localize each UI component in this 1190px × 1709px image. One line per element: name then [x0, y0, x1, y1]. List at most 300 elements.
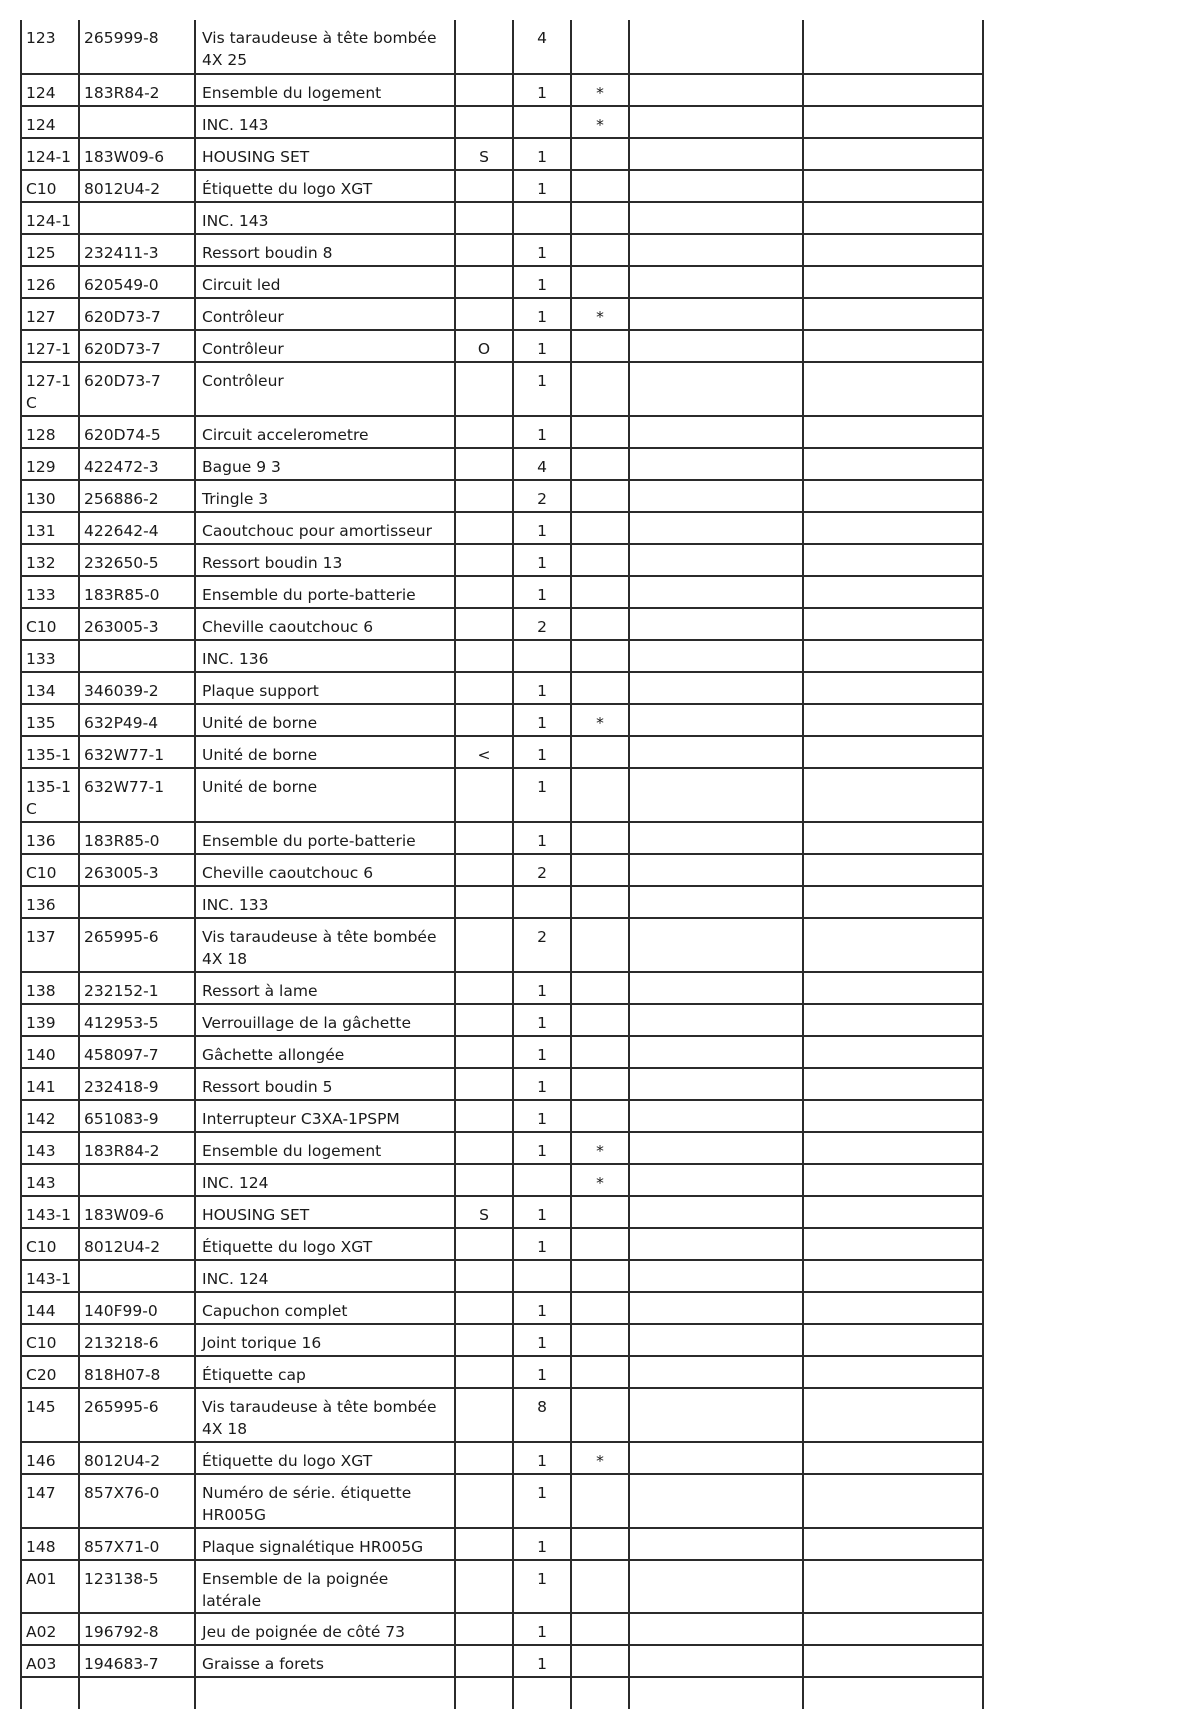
- quantity-cell: 1: [513, 1474, 571, 1528]
- table-row: [21, 1388, 983, 1442]
- notes-cell: [803, 1442, 983, 1474]
- change-mark-cell: [571, 1196, 629, 1228]
- part-number-cell: 232650-5: [79, 544, 195, 576]
- supersession-cell: [455, 1356, 513, 1388]
- remarks-cell: [629, 416, 803, 448]
- change-mark-cell: [571, 736, 629, 768]
- table-row: [21, 854, 983, 886]
- change-mark-cell: [571, 202, 629, 234]
- table-row: [21, 448, 983, 480]
- table-row: [21, 1164, 983, 1196]
- part-number-cell: 183R85-0: [79, 576, 195, 608]
- description-cell: Caoutchouc pour amortisseur: [195, 512, 455, 544]
- table-row: [21, 608, 983, 640]
- supersession-cell: [455, 886, 513, 918]
- table-row: [21, 640, 983, 672]
- description-cell: Circuit led: [195, 266, 455, 298]
- item-number-cell: 136: [21, 886, 79, 918]
- change-mark-cell: *: [571, 298, 629, 330]
- item-number-cell: 125: [21, 234, 79, 266]
- description-cell: Ensemble du porte-batterie: [195, 822, 455, 854]
- item-number-cell: 143: [21, 1132, 79, 1164]
- remarks-cell: [629, 298, 803, 330]
- remarks-cell: [629, 854, 803, 886]
- item-number-cell: C10: [21, 1324, 79, 1356]
- change-mark-cell: [571, 1228, 629, 1260]
- description-cell: Ensemble du porte-batterie: [195, 576, 455, 608]
- notes-cell: [803, 298, 983, 330]
- supersession-cell: [455, 416, 513, 448]
- supersession-cell: [455, 298, 513, 330]
- change-mark-cell: [571, 1068, 629, 1100]
- remarks-cell: [629, 106, 803, 138]
- item-number-cell: 141: [21, 1068, 79, 1100]
- supersession-cell: [455, 854, 513, 886]
- remarks-cell: [629, 1474, 803, 1528]
- quantity-cell: 1: [513, 266, 571, 298]
- quantity-cell: 1: [513, 1068, 571, 1100]
- description-cell: INC. 136: [195, 640, 455, 672]
- remarks-cell: [629, 1528, 803, 1560]
- table-row: [21, 138, 983, 170]
- description-cell: INC. 143: [195, 202, 455, 234]
- supersession-cell: [455, 1228, 513, 1260]
- part-number-cell: 620D73-7: [79, 362, 195, 416]
- change-mark-cell: [571, 512, 629, 544]
- change-mark-cell: [571, 234, 629, 266]
- notes-cell: [803, 768, 983, 822]
- part-number-cell: 183R85-0: [79, 822, 195, 854]
- empty-cell: [21, 1677, 79, 1709]
- supersession-cell: [455, 266, 513, 298]
- description-cell: Tringle 3: [195, 480, 455, 512]
- supersession-cell: S: [455, 1196, 513, 1228]
- notes-cell: [803, 1036, 983, 1068]
- item-number-cell: 133: [21, 640, 79, 672]
- item-number-cell: 138: [21, 972, 79, 1004]
- quantity-cell: 4: [513, 448, 571, 480]
- supersession-cell: [455, 1528, 513, 1560]
- item-number-cell: 140: [21, 1036, 79, 1068]
- change-mark-cell: *: [571, 106, 629, 138]
- supersession-cell: [455, 544, 513, 576]
- item-number-cell: 131: [21, 512, 79, 544]
- supersession-cell: [455, 202, 513, 234]
- notes-cell: [803, 266, 983, 298]
- parts-table-body: [21, 20, 983, 1709]
- quantity-cell: 1: [513, 1132, 571, 1164]
- quantity-cell: 1: [513, 1613, 571, 1645]
- table-row: [21, 480, 983, 512]
- notes-cell: [803, 640, 983, 672]
- supersession-cell: [455, 480, 513, 512]
- change-mark-cell: [571, 170, 629, 202]
- quantity-cell: 1: [513, 1196, 571, 1228]
- table-row: [21, 234, 983, 266]
- notes-cell: [803, 1196, 983, 1228]
- table-row: [21, 886, 983, 918]
- item-number-cell: 143-1: [21, 1260, 79, 1292]
- change-mark-cell: [571, 138, 629, 170]
- part-number-cell: 620D74-5: [79, 416, 195, 448]
- remarks-cell: [629, 170, 803, 202]
- item-number-cell: 124: [21, 106, 79, 138]
- change-mark-cell: [571, 768, 629, 822]
- notes-cell: [803, 854, 983, 886]
- supersession-cell: [455, 234, 513, 266]
- remarks-cell: [629, 1196, 803, 1228]
- notes-cell: [803, 330, 983, 362]
- quantity-cell: 1: [513, 416, 571, 448]
- part-number-cell: 8012U4-2: [79, 1442, 195, 1474]
- remarks-cell: [629, 1036, 803, 1068]
- quantity-cell: 1: [513, 1560, 571, 1613]
- notes-cell: [803, 1528, 983, 1560]
- change-mark-cell: *: [571, 1132, 629, 1164]
- table-row: [21, 1356, 983, 1388]
- description-cell: Graisse a forets: [195, 1645, 455, 1677]
- quantity-cell: [513, 640, 571, 672]
- quantity-cell: 1: [513, 1004, 571, 1036]
- description-cell: Plaque signalétique HR005G: [195, 1528, 455, 1560]
- supersession-cell: [455, 1560, 513, 1613]
- notes-cell: [803, 1388, 983, 1442]
- quantity-cell: 1: [513, 576, 571, 608]
- table-row: [21, 1474, 983, 1528]
- table-row: [21, 1036, 983, 1068]
- remarks-cell: [629, 1356, 803, 1388]
- notes-cell: [803, 1324, 983, 1356]
- quantity-cell: [513, 1164, 571, 1196]
- description-cell: Bague 9 3: [195, 448, 455, 480]
- change-mark-cell: *: [571, 1442, 629, 1474]
- table-row: [21, 1292, 983, 1324]
- remarks-cell: [629, 822, 803, 854]
- table-row: [21, 1100, 983, 1132]
- quantity-cell: 1: [513, 234, 571, 266]
- change-mark-cell: [571, 1260, 629, 1292]
- table-row: [21, 972, 983, 1004]
- description-cell: Joint torique 16: [195, 1324, 455, 1356]
- description-cell: Unité de borne: [195, 736, 455, 768]
- table-row: [21, 704, 983, 736]
- supersession-cell: [455, 822, 513, 854]
- supersession-cell: [455, 1004, 513, 1036]
- part-number-cell: 620549-0: [79, 266, 195, 298]
- table-row: [21, 416, 983, 448]
- item-number-cell: 135-1 C: [21, 768, 79, 822]
- quantity-cell: 2: [513, 480, 571, 512]
- supersession-cell: [455, 1292, 513, 1324]
- table-row: [21, 1645, 983, 1677]
- supersession-cell: [455, 1164, 513, 1196]
- notes-cell: [803, 1100, 983, 1132]
- part-number-cell: 232411-3: [79, 234, 195, 266]
- part-number-cell: [79, 106, 195, 138]
- description-cell: Ressort à lame: [195, 972, 455, 1004]
- supersession-cell: [455, 608, 513, 640]
- description-cell: Cheville caoutchouc 6: [195, 854, 455, 886]
- item-number-cell: 147: [21, 1474, 79, 1528]
- quantity-cell: 1: [513, 544, 571, 576]
- description-cell: Vis taraudeuse à tête bombée 4X 18: [195, 918, 455, 972]
- remarks-cell: [629, 138, 803, 170]
- change-mark-cell: [571, 886, 629, 918]
- part-number-cell: 263005-3: [79, 608, 195, 640]
- notes-cell: [803, 822, 983, 854]
- remarks-cell: [629, 1645, 803, 1677]
- supersession-cell: [455, 972, 513, 1004]
- supersession-cell: S: [455, 138, 513, 170]
- supersession-cell: [455, 918, 513, 972]
- change-mark-cell: [571, 480, 629, 512]
- supersession-cell: [455, 1324, 513, 1356]
- supersession-cell: [455, 576, 513, 608]
- supersession-cell: [455, 20, 513, 74]
- item-number-cell: 135: [21, 704, 79, 736]
- notes-cell: [803, 1260, 983, 1292]
- item-number-cell: 142: [21, 1100, 79, 1132]
- item-number-cell: 135-1: [21, 736, 79, 768]
- part-number-cell: 183W09-6: [79, 1196, 195, 1228]
- quantity-cell: 1: [513, 362, 571, 416]
- part-number-cell: 651083-9: [79, 1100, 195, 1132]
- part-number-cell: 232152-1: [79, 972, 195, 1004]
- notes-cell: [803, 106, 983, 138]
- description-cell: Vis taraudeuse à tête bombée 4X 25: [195, 20, 455, 74]
- notes-cell: [803, 138, 983, 170]
- description-cell: Vis taraudeuse à tête bombée 4X 18: [195, 1388, 455, 1442]
- notes-cell: [803, 918, 983, 972]
- table-row: [21, 1228, 983, 1260]
- quantity-cell: 4: [513, 20, 571, 74]
- remarks-cell: [629, 362, 803, 416]
- notes-cell: [803, 480, 983, 512]
- notes-cell: [803, 704, 983, 736]
- remarks-cell: [629, 608, 803, 640]
- remarks-cell: [629, 1100, 803, 1132]
- part-number-cell: 183R84-2: [79, 1132, 195, 1164]
- notes-cell: [803, 1004, 983, 1036]
- description-cell: Ressort boudin 5: [195, 1068, 455, 1100]
- table-row: [21, 1004, 983, 1036]
- quantity-cell: 1: [513, 170, 571, 202]
- table-row: [21, 362, 983, 416]
- notes-cell: [803, 1613, 983, 1645]
- part-number-cell: 265995-6: [79, 918, 195, 972]
- part-number-cell: 196792-8: [79, 1613, 195, 1645]
- change-mark-cell: [571, 1613, 629, 1645]
- notes-cell: [803, 1560, 983, 1613]
- notes-cell: [803, 74, 983, 106]
- supersession-cell: [455, 170, 513, 202]
- quantity-cell: 8: [513, 1388, 571, 1442]
- quantity-cell: 2: [513, 918, 571, 972]
- change-mark-cell: [571, 576, 629, 608]
- remarks-cell: [629, 736, 803, 768]
- table-row: [21, 1528, 983, 1560]
- notes-cell: [803, 1292, 983, 1324]
- item-number-cell: 127: [21, 298, 79, 330]
- part-number-cell: 620D73-7: [79, 298, 195, 330]
- part-number-cell: 632P49-4: [79, 704, 195, 736]
- change-mark-cell: [571, 1528, 629, 1560]
- part-number-cell: [79, 1164, 195, 1196]
- description-cell: Ressort boudin 8: [195, 234, 455, 266]
- change-mark-cell: [571, 1004, 629, 1036]
- supersession-cell: [455, 672, 513, 704]
- supersession-cell: [455, 768, 513, 822]
- item-number-cell: 136: [21, 822, 79, 854]
- item-number-cell: 124: [21, 74, 79, 106]
- notes-cell: [803, 608, 983, 640]
- empty-cell: [571, 1677, 629, 1709]
- description-cell: Numéro de série. étiquette HR005G: [195, 1474, 455, 1528]
- change-mark-cell: [571, 640, 629, 672]
- supersession-cell: [455, 1442, 513, 1474]
- remarks-cell: [629, 576, 803, 608]
- table-row: [21, 544, 983, 576]
- item-number-cell: 128: [21, 416, 79, 448]
- item-number-cell: C10: [21, 170, 79, 202]
- change-mark-cell: [571, 1100, 629, 1132]
- quantity-cell: [513, 106, 571, 138]
- remarks-cell: [629, 234, 803, 266]
- item-number-cell: A03: [21, 1645, 79, 1677]
- part-number-cell: 346039-2: [79, 672, 195, 704]
- table-row: [21, 672, 983, 704]
- description-cell: Unité de borne: [195, 704, 455, 736]
- notes-cell: [803, 512, 983, 544]
- item-number-cell: 126: [21, 266, 79, 298]
- table-row: [21, 20, 983, 74]
- description-cell: Ensemble du logement: [195, 74, 455, 106]
- description-cell: HOUSING SET: [195, 1196, 455, 1228]
- empty-cell: [629, 1677, 803, 1709]
- remarks-cell: [629, 918, 803, 972]
- change-mark-cell: [571, 1292, 629, 1324]
- part-number-cell: 632W77-1: [79, 736, 195, 768]
- item-number-cell: A02: [21, 1613, 79, 1645]
- quantity-cell: 1: [513, 138, 571, 170]
- table-row: [21, 170, 983, 202]
- quantity-cell: 2: [513, 854, 571, 886]
- table-row: [21, 266, 983, 298]
- item-number-cell: 124-1: [21, 202, 79, 234]
- remarks-cell: [629, 544, 803, 576]
- description-cell: Plaque support: [195, 672, 455, 704]
- part-number-cell: 265995-6: [79, 1388, 195, 1442]
- part-number-cell: 265999-8: [79, 20, 195, 74]
- change-mark-cell: *: [571, 74, 629, 106]
- change-mark-cell: [571, 1036, 629, 1068]
- parts-table: [20, 20, 984, 1709]
- notes-cell: [803, 20, 983, 74]
- item-number-cell: 123: [21, 20, 79, 74]
- item-number-cell: 127-1: [21, 330, 79, 362]
- change-mark-cell: [571, 854, 629, 886]
- change-mark-cell: [571, 1560, 629, 1613]
- notes-cell: [803, 416, 983, 448]
- description-cell: INC. 124: [195, 1164, 455, 1196]
- description-cell: Étiquette du logo XGT: [195, 1442, 455, 1474]
- item-number-cell: 143: [21, 1164, 79, 1196]
- remarks-cell: [629, 1324, 803, 1356]
- description-cell: Ensemble du logement: [195, 1132, 455, 1164]
- supersession-cell: [455, 1260, 513, 1292]
- remarks-cell: [629, 266, 803, 298]
- notes-cell: [803, 972, 983, 1004]
- remarks-cell: [629, 1260, 803, 1292]
- supersession-cell: [455, 1613, 513, 1645]
- supersession-cell: [455, 640, 513, 672]
- part-number-cell: 194683-7: [79, 1645, 195, 1677]
- change-mark-cell: [571, 266, 629, 298]
- description-cell: Unité de borne: [195, 768, 455, 822]
- description-cell: Circuit accelerometre: [195, 416, 455, 448]
- quantity-cell: 1: [513, 672, 571, 704]
- table-row: [21, 1613, 983, 1645]
- part-number-cell: 256886-2: [79, 480, 195, 512]
- supersession-cell: [455, 1474, 513, 1528]
- supersession-cell: [455, 106, 513, 138]
- item-number-cell: C20: [21, 1356, 79, 1388]
- part-number-cell: [79, 640, 195, 672]
- remarks-cell: [629, 74, 803, 106]
- remarks-cell: [629, 1132, 803, 1164]
- notes-cell: [803, 362, 983, 416]
- change-mark-cell: [571, 1645, 629, 1677]
- change-mark-cell: [571, 416, 629, 448]
- item-number-cell: 134: [21, 672, 79, 704]
- quantity-cell: 1: [513, 1528, 571, 1560]
- table-row: [21, 1068, 983, 1100]
- change-mark-cell: [571, 330, 629, 362]
- remarks-cell: [629, 1442, 803, 1474]
- notes-cell: [803, 544, 983, 576]
- supersession-cell: [455, 448, 513, 480]
- item-number-cell: C10: [21, 1228, 79, 1260]
- remarks-cell: [629, 972, 803, 1004]
- notes-cell: [803, 1068, 983, 1100]
- notes-cell: [803, 672, 983, 704]
- item-number-cell: 143-1: [21, 1196, 79, 1228]
- table-row: [21, 512, 983, 544]
- item-number-cell: 148: [21, 1528, 79, 1560]
- supersession-cell: [455, 1068, 513, 1100]
- quantity-cell: 1: [513, 972, 571, 1004]
- parts-list-sheet: [20, 20, 982, 1709]
- remarks-cell: [629, 1068, 803, 1100]
- part-number-cell: 213218-6: [79, 1324, 195, 1356]
- part-number-cell: 458097-7: [79, 1036, 195, 1068]
- remarks-cell: [629, 1613, 803, 1645]
- item-number-cell: 144: [21, 1292, 79, 1324]
- description-cell: Étiquette cap: [195, 1356, 455, 1388]
- table-row: [21, 298, 983, 330]
- item-number-cell: 137: [21, 918, 79, 972]
- table-row: [21, 1196, 983, 1228]
- notes-cell: [803, 170, 983, 202]
- table-row: [21, 822, 983, 854]
- change-mark-cell: [571, 822, 629, 854]
- table-row: [21, 74, 983, 106]
- part-number-cell: 8012U4-2: [79, 170, 195, 202]
- item-number-cell: 124-1: [21, 138, 79, 170]
- part-number-cell: 8012U4-2: [79, 1228, 195, 1260]
- quantity-cell: 1: [513, 512, 571, 544]
- part-number-cell: 183W09-6: [79, 138, 195, 170]
